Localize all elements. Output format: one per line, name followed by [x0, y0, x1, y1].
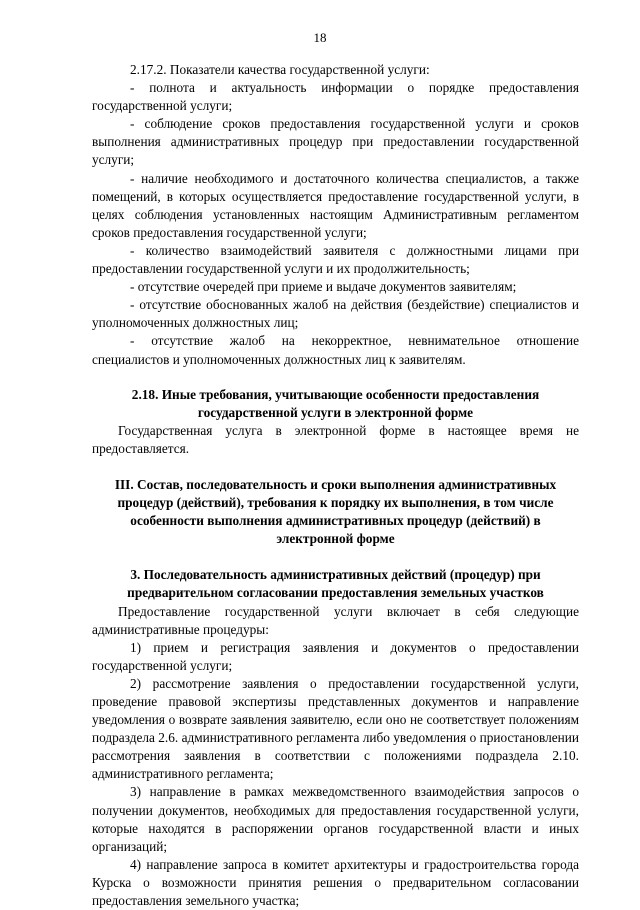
- quality-item: - полнота и актуальность информации о порядке предоставления государственной услуги;: [92, 80, 579, 114]
- section-III-heading: [92, 476, 579, 548]
- section-3-heading-line2: предварительном согласовании предоставления земельных участков: [127, 585, 544, 601]
- section-3-heading: [92, 566, 579, 602]
- section-III-heading-line4: электронной форме: [276, 531, 395, 547]
- section-2-18-heading-line2: государственной услуги в электронной форме: [197, 404, 474, 420]
- quality-item: - отсутствие очередей при приеме и выдаче документов заявителям;: [130, 279, 517, 295]
- procedure-item: 2) рассмотрение заявления о предоставлении государственной услуги, проведение правовой экспертизы представленных документов и направление уведомления о возврате заявления заявителю, если оно не соответствует положениям подраздела 2.6. административного регламента либо уведомления о приостановлении рассмотрения заявления в соответствии с положениями подраздела 2.10. административного регламента;: [92, 675, 579, 782]
- section-2-18-heading: [92, 386, 579, 422]
- procedure-item: 4) направление запроса в комитет архитектуры и градостроительства города Курска о возможности принятия решения о предварительном согласовании предоставления земельного участка;: [92, 856, 579, 909]
- section-3-intro: Предоставление государственной услуги включает в себя следующие административные процедуры:: [92, 603, 579, 637]
- quality-item: - количество взаимодействий заявителя с должностными лицами при предоставлении государственной услуги и их продолжительность;: [92, 242, 579, 277]
- procedure-item: 3) направление в рамках межведомственного взаимодействия запросов о получении документов, необходимых для предоставления государственной услуги, которые находятся в распоряжении органов государственной власти и иных организаций;: [92, 784, 579, 854]
- document-body: [92, 61, 579, 910]
- section-III-heading-line2: процедур (действий), требования к порядку их выполнения, в том числе: [117, 495, 554, 511]
- section-2-18-text: Государственная услуга в электронной форме в настоящее время не предоставляется.: [92, 422, 579, 456]
- section-2-17-2-intro: 2.17.2. Показатели качества государственной услуги:: [130, 62, 430, 77]
- quality-item: - наличие необходимого и достаточного количества специалистов, а также помещений, в которых осуществляется предоставление государственной услуги, в целях соблюдения установленных настоящим Административным регламентом сроков предоставления государственной услуги;: [92, 170, 579, 240]
- procedure-item: 1) прием и регистрация заявления и документов о предоставлении государственной услуги;: [92, 639, 579, 673]
- section-III-heading-line1: III. Состав, последовательность и сроки выполнения административных: [114, 476, 557, 492]
- quality-item: - соблюдение сроков предоставления государственной услуги и сроков выполнения административных процедур при предоставлении государственной услуги;: [92, 116, 579, 168]
- quality-item: - отсутствие обоснованных жалоб на действия (бездействие) специалистов и уполномоченных должностных лиц;: [92, 297, 579, 331]
- section-III-heading-line3: особенности выполнения административных процедур (действий) в: [130, 513, 541, 529]
- page-number: 18: [313, 30, 327, 45]
- quality-item: - отсутствие жалоб на некорректное, невнимательное отношение специалистов и уполномоченных должностных лиц к заявителям.: [92, 333, 579, 367]
- section-3-heading-line1: 3. Последовательность административных действий (процедур) при: [130, 567, 541, 583]
- section-2-18-heading-line1: 2.18. Иные требования, учитывающие особенности предоставления: [131, 386, 540, 402]
